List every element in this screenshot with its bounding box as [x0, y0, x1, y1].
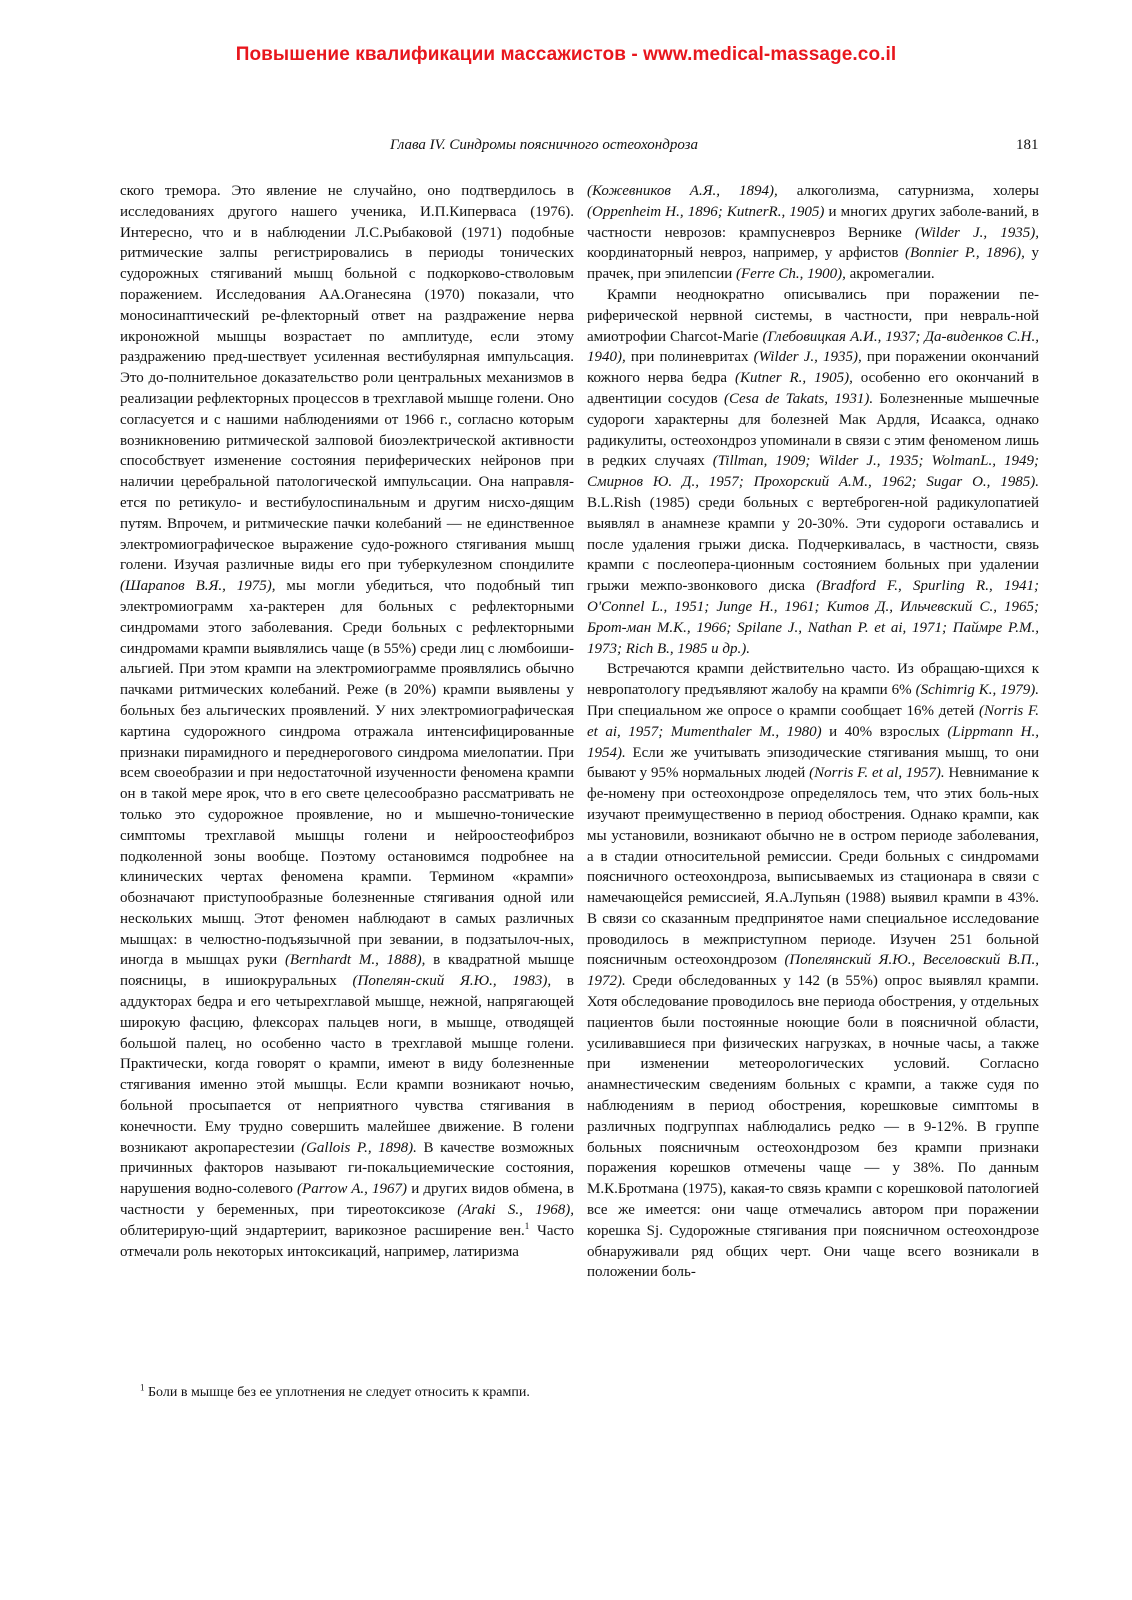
paragraph — [120, 181, 574, 1262]
citation: (Ferre Ch., 1900), — [736, 266, 846, 283]
citation: (Oppenheim H., 1896; KutnerR., 1905) — [587, 203, 825, 220]
text-run: в квадратной мышце поясницы, в ишиокруральных — [120, 952, 574, 990]
text-run: Если же учитывать эпизодические стягивания мышц, то они бывают у 95% нормальных людей — [587, 744, 1039, 782]
citation: (Попелянский Я.Ю., Веселовский В.П., 1972). — [587, 952, 1039, 990]
text-run: B.L.Rish (1985) среди больных с вертеброген-ной радикулопатией выявлял в анамнезе крампи у 20-30%. Эти судороги оставались и после удаления грыжи диска. Подчеркивалась, в частности, связь крампи с послеопера-ционным состоянием больных при удалении грыжи межпо-звонкового диска — [587, 494, 1039, 595]
paragraph — [587, 285, 1039, 659]
text-run: Часто отмечали роль некоторых интоксикаций, например, латиризма — [120, 1222, 574, 1260]
text-run: у прачек, при эпилепсии — [587, 245, 1040, 283]
citation: (Глебовицкая А.И., 1937; Да-виденков С.Н., 1940), — [587, 328, 1039, 366]
citation: (Araki S., 1968), — [457, 1202, 574, 1219]
citation: (Bernhardt M., 1888), — [284, 952, 426, 969]
citation: (Попелян-ский Я.Ю., 1983), — [352, 973, 552, 990]
paragraph — [587, 181, 1039, 285]
footnote-text: Боли в мышце без ее уплотнения не следует относить к крампи. — [144, 1385, 530, 1400]
text-run: При специальном же опросе о крампи сообщает 16% детей — [587, 702, 980, 719]
citation: (Кожевников А.Я., 1894), — [587, 183, 778, 199]
citation: (Cesa de Takats, 1931). — [723, 390, 874, 407]
text-run: в аддукторах бедра и его четырехглавой мышце, нежной, напрягающей широкую фасцию, флексорах пальцев ноги, в мышце, отводящей большой палец, но особенно часто в трехглавой мышце голени. Практически, когда говорят о крампи, имеют в виду болезненные стягивания именно этой мышцы. Если крампи возникают ночью, больной просыпается от неприятного чувства стягивания в конечности. Ему трудно совершить малейшее движение. В голени возникают акропарестезии — [120, 973, 574, 1156]
text-run: и других видов обмена, в частности у беременных, при тиреотоксикозе — [120, 1181, 574, 1219]
text-run: мы могли убедиться, что подобный тип электромиограмм ха-рактерен для больных с рефлекторными синдромами этого заболевания. Среди больных с рефлекторными синдромами крампи выявлялись чаще (в 55%) среди лиц с люмбоиши-альгией. При этом крампи на электромиограмме проявлялись обычно пачками ритмических колебаний. Реже (в 20%) крампи выявлены у больных без альгических проявлений. У них электромиографическая картина судорожного синдрома отражала интенсифицированные признаки пирамидного и переднерогового синдрома миелопатии. При всем своеобразии и при недостаточной изученности феномена крампи он в такой мере ярок, что в его свете целесообразно рассматривать не только это судорожное проявление, но и мышечно-тонические симптомы трехглавой мышцы голени и нейроостеофиброз подколенной зоны вообще. Поэтому остановимся подробнее на клинических чертах феномена крампи. Термином «крампи» обозначают приступообразные болезненные стягивания одной или нескольких мышц. Этот феномен наблюдают в самых различных мышцах: в челюстно-подъязычной при зевании, в подзатылоч-ных, иногда в мышцах руки — [120, 578, 574, 969]
footnote-marker[interactable]: 1 — [524, 1220, 530, 1231]
text-run: акромегалии. — [845, 266, 935, 283]
citation: (Gallois P., 1898). — [301, 1139, 417, 1156]
citation: (Norris F. et al, 1957). — [809, 765, 945, 782]
text-run: координаторный невроз, например, у арфистов — [587, 245, 905, 262]
running-title: Глава IV. Синдромы поясничного остеохондроза — [390, 137, 698, 153]
text-run: Невнимание к фе-номену при остеохондрозе определялось тем, что этих боль-ных изучают преимущественно в период обострения. Однако крампи, как мы установили, возникают обычно не в остром периоде заболевания, а в стадии относительной ремиссии. Среди больных с синдромами поясничного остеохондроза, выписываемых из стационара в связи с намечающейся ремиссией, Я.А.Лупьян (1988) выявил крампи в 43%. В связи со сказанным предпринятое нами специальное исследование проводилось в межприступном периоде. Изучен 251 больной поясничным остеохондрозом — [587, 765, 1040, 969]
citation: (Schimrig K., 1979). — [915, 682, 1039, 699]
citation: (Lippmann H., 1954). — [587, 723, 1039, 761]
citation: (Wilder J., 1935), — [753, 349, 862, 366]
page-number: 181 — [1016, 137, 1039, 153]
text-run: алкоголизма, сатурнизма, холеры — [777, 183, 1039, 199]
text-run: при полиневритах — [625, 349, 754, 366]
citation: (Wilder J., 1935), — [914, 224, 1039, 241]
site-banner[interactable]: Повышение квалификации массажистов - www.medical-massage.co.il — [235, 44, 897, 65]
text-run: В качестве возможных причинных факторов называют ги-покальциемические состояния, нарушения водно-солевого — [120, 1139, 575, 1198]
citation: (Шарапов В.Я., 1975), — [120, 578, 276, 595]
text-run: Крампи неоднократно описывались при поражении пе-риферической нервной системы, в частности, при невраль-ной амиотрофии Charcot-Marie — [587, 286, 1039, 345]
text-run: и 40% взрослых — [821, 723, 948, 740]
text-run: Болезненные мышечные судороги характерны для болезней Мак Ардля, Исаакса, однако радикулиты, остеохондроз упоминали в связи с этим феноменом лишь в редких случаях — [587, 390, 1039, 470]
text-run: и многих других заболе-ваний, в частности неврозов: крампусневроз Вернике — [587, 203, 1040, 241]
text-run: облитерирую-щий эндартериит, варикозное расширение вен. — [120, 1222, 525, 1239]
text-run: Среди обследованных у 142 (в 55%) опрос выявлял крампи. Хотя обследование проводилось вне периода обострения, у отдельных пациентов были постоянные ноющие боли в поясничной области, усиливавшиеся при физических нагрузках, в ночные часы, а также при изменении метеорологических условий. Согласно анамнестическим сведениям больных с крампи, а также судя по наблюдениям в период обострения, корешковые симптомы в различных подгруппах наблюдались редко — в 9-12%. В группе больных поясничным остеохондрозом без крампи признаки поражения корешков отмечены чаще — у 38%. По данным М.К.Бротмана (1975), какая-то связь крампи с корешковой патологией все же имеется: они чаще отмечались автором при поражении корешка Sj. Судорожные стягивания при поясничном остеохондрозе обнаруживали ряд общих черт. Они чаще всего возникали в положении боль- — [587, 973, 1039, 1281]
text-run: Встречаются крампи действительно часто. Из обращаю-щихся к невропатологу предъявляют жалобу на крампи 6% — [587, 661, 1039, 699]
citation: (Bradford F., Spurling R., 1941; O'Connel L., 1951; Junge H., 1961; Китов Д., Ильчевский С., 1965; Брот-ман М.К., 1966; Spilane J., Nathan P. et ai, 1971; Паймре P.M., 1973; Rich B., 1985 и др.). — [587, 578, 1039, 657]
text-run: ского тремора. Это явление не случайно, оно подтвердилось в исследованиях другого нашего ученика, И.П.Киперваса (1976). Интересно, что и в наблюдении Л.С.Рыбаковой (1971) подобные ритмические залпы регистрировались в периоды тонических судорожных стягиваний мышц больной с подкорково-стволовым поражением. Исследования АА.Оганесяна (1970) показали, что моносинаптический ре-флекторный ответ на раздражение нерва икроножной мышцы возрастает по амплитуде, если этому раздражению пред-шествует усиленная вестибулярная импульсация. Это до-полнительное доказательство роли центральных механизмов в реализации рефлекторных процессов в трехглавой мышце голени. Оно согласуется и с нашими наблюдениями от 1966 г., согласно которым возникновению ритмической залповой биоэлектрической активности способствует изменение состояния периферических нейронов при наличии церебральной патологической импульсации. Она направля-ется по ретикуло- и вестибулоспинальным и другим нисхо-дящим путям. Впрочем, и ритмические пачки колебаний — не единственное электромиографическое выражение судо-рожного стягивания мышц голени. Изучая различные виды его при туберкулезном спондилите — [120, 183, 574, 574]
paragraph — [587, 659, 1039, 1283]
text-run: при поражении окончаний кожного нерва бедра — [587, 349, 1039, 387]
citation: (Norris F. et ai, 1957; Mumenthaler M., 1980) — [587, 702, 1039, 740]
footnote-mark: 1 — [140, 1382, 145, 1393]
citation: (Bonnier P., 1896), — [905, 245, 1025, 262]
text-run: особенно его окончаний в адвентиции сосудов — [587, 370, 1039, 407]
citation: (Parrow A., 1967) — [297, 1181, 408, 1198]
footnote — [140, 1382, 580, 1401]
right-column — [587, 181, 1039, 1283]
citation: (Tillman, 1909; Wilder J., 1935; WolmanL., 1949; Смирнов Ю. Д., 1957; Прохорский А.М., 1962; Sugar O., 1985). — [587, 453, 1040, 491]
left-column — [120, 181, 574, 1262]
citation: (Kutner R., 1905), — [734, 370, 853, 387]
